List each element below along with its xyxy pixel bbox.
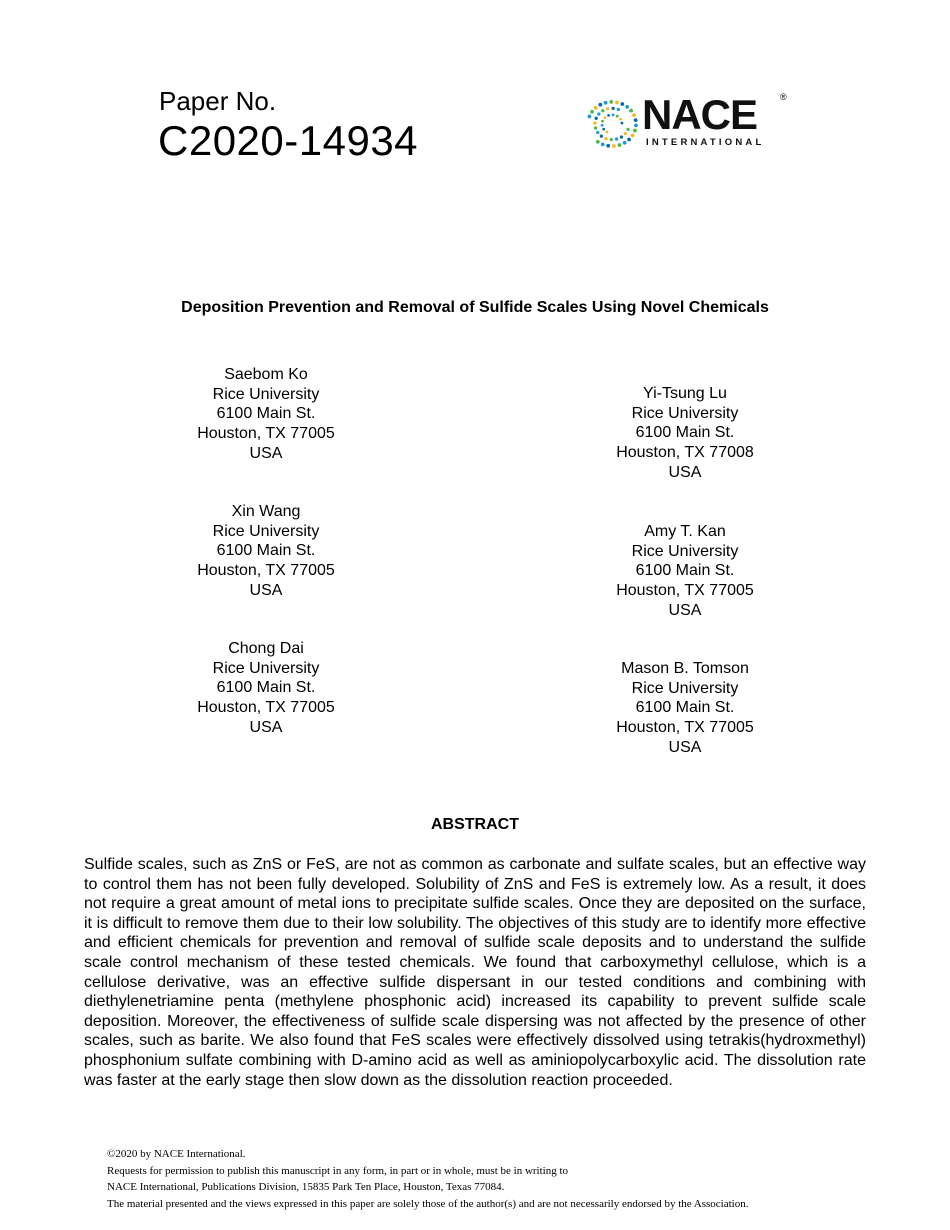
nace-globe-icon [584, 92, 642, 154]
author-country: USA [249, 718, 283, 736]
author-name: Saebom Ko [224, 366, 308, 383]
author-city: Houston, TX 77005 [616, 582, 754, 600]
author-street: 6100 Main St. [216, 542, 316, 560]
logo-dot [632, 113, 636, 117]
author-street: 6100 Main St. [635, 699, 735, 717]
logo-dot [623, 141, 627, 145]
logo-dot [631, 133, 635, 137]
logo-dot [598, 103, 602, 107]
author-city: Houston, TX 77005 [197, 699, 335, 717]
author-block [555, 522, 815, 621]
logo-dot [606, 144, 610, 148]
logo-dot [607, 114, 610, 117]
logo-dot [610, 138, 613, 141]
author-street: 6100 Main St. [635, 424, 735, 442]
logo-dot [609, 100, 613, 104]
logo-dot [624, 132, 627, 135]
logo-dot [594, 106, 598, 110]
author-country: USA [249, 581, 283, 599]
logo-dot [594, 126, 597, 129]
logo-subtitle: INTERNATIONAL [646, 137, 765, 148]
logo-dot [615, 137, 618, 140]
logo-dot [596, 131, 599, 134]
logo-dot [595, 117, 598, 120]
author-block [136, 639, 396, 738]
paper-number-label: Paper No. [159, 86, 277, 116]
address-line: NACE International, Publications Division, 15835 Park Ten Place, Houston, Texas 77084. [107, 1181, 505, 1193]
logo-dot [597, 112, 600, 115]
author-city: Houston, TX 77008 [616, 444, 754, 462]
author-name: Yi-Tsung Lu [643, 385, 727, 402]
paper-title: Deposition Prevention and Removal of Sulfide Scales Using Novel Chemicals [181, 299, 769, 316]
author-street: 6100 Main St. [216, 405, 316, 423]
logo-dot [617, 108, 620, 111]
logo-dot [606, 107, 609, 110]
registered-mark: ® [780, 92, 787, 102]
logo-dot [601, 109, 604, 112]
author-name: Chong Dai [228, 640, 304, 657]
logo-dot [620, 102, 624, 106]
logo-dot [625, 105, 629, 109]
logo-dot [626, 128, 629, 131]
author-country: USA [668, 601, 702, 619]
logo-dot [601, 124, 604, 127]
abstract-heading: ABSTRACT [431, 816, 519, 833]
logo-dot [621, 122, 624, 125]
logo-dot [615, 100, 619, 104]
logo-dot [634, 124, 638, 128]
logo-wordmark: NACE [642, 91, 758, 138]
author-affiliation: Rice University [631, 404, 739, 422]
logo-dot [588, 115, 592, 119]
author-block [136, 502, 396, 601]
logo-dot [612, 113, 615, 116]
abstract-body: Sulfide scales, such as ZnS or FeS, are not as common as carbonate and sulfate scales, but an effective way to control them has not been fully developed. Solubility of ZnS and FeS is extremely low. As a result, it does not require a great amount of metal ions to precipitate sulfide scales. Once they are deposited on the surface, it is difficult to remove them due to their low solubility. The objectives of this study are to identify more effective and efficient chemicals for prevention and removal of sulfide scale deposits and to understand the sulfide scale control mechanism of these tested chemicals. We found that carboxymethyl cellulose, which is a cellulose derivative, was an effective sulfide dispersant in our tested conditions and combining with diethylenetriamine penta (methylene phosphonic acid) increased its capability to prevent sulfide scale deposition. Moreover, the effectiveness of sulfide scale dispersing was not affected by the presence of other scales, such as barite. We also found that FeS scales were effectively dissolved using tetrakis(hydroxmethyl) phosphonium sulfate combining with D-amino acid as well as aminiopolycarboxylic acid. The dissolution rate was faster at the early stage then slow down as the dissolution reaction proceeded. [84, 856, 866, 1089]
logo-dot [618, 143, 622, 147]
logo-dot [604, 137, 607, 140]
logo-dot [606, 131, 609, 134]
author-street: 6100 Main St. [216, 679, 316, 697]
logo-dot [590, 110, 594, 114]
logo-dot [603, 116, 606, 119]
logo-dot [600, 135, 603, 138]
logo-dot [611, 107, 614, 110]
permission-line: Requests for permission to publish this manuscript in any form, in part or in whole, must be in writing to [107, 1164, 569, 1177]
author-street: 6100 Main St. [635, 562, 735, 580]
author-city: Houston, TX 77005 [197, 562, 335, 580]
disclaimer-line: The material presented and the views expressed in this paper are solely those of the author(s) and are not necessarily endorsed by the Association. [107, 1197, 749, 1210]
logo-dot [612, 144, 616, 148]
author-block [555, 659, 815, 758]
author-affiliation: Rice University [212, 522, 320, 540]
author-block [136, 365, 396, 464]
logo-dot [629, 109, 633, 113]
author-country: USA [668, 738, 702, 756]
author-name: Xin Wang [231, 503, 301, 520]
logo-dot [627, 138, 631, 142]
author-affiliation: Rice University [631, 542, 739, 560]
logo-dot [602, 128, 605, 131]
logo-dot [593, 122, 596, 125]
copyright-line: ©2020 by NACE International. [107, 1148, 246, 1160]
author-name: Amy T. Kan [644, 523, 726, 540]
nace-logo [584, 92, 794, 154]
logo-dot [616, 115, 619, 118]
copyright-footer [107, 1146, 887, 1212]
author-name: Mason B. Tomson [621, 660, 749, 677]
author-affiliation: Rice University [212, 659, 320, 677]
logo-dot [596, 140, 600, 144]
author-block [555, 384, 815, 483]
paper-number-value: C2020-14934 [158, 117, 419, 164]
logo-dot [601, 142, 605, 146]
author-city: Houston, TX 77005 [616, 719, 754, 737]
logo-dot [633, 129, 637, 133]
author-affiliation: Rice University [212, 385, 320, 403]
logo-dot [604, 101, 608, 105]
logo-dot [601, 120, 604, 123]
author-country: USA [668, 463, 702, 481]
logo-dot [634, 118, 638, 122]
author-city: Houston, TX 77005 [197, 425, 335, 443]
logo-dot [619, 118, 622, 121]
author-country: USA [249, 444, 283, 462]
logo-dot [620, 135, 623, 138]
author-affiliation: Rice University [631, 679, 739, 697]
